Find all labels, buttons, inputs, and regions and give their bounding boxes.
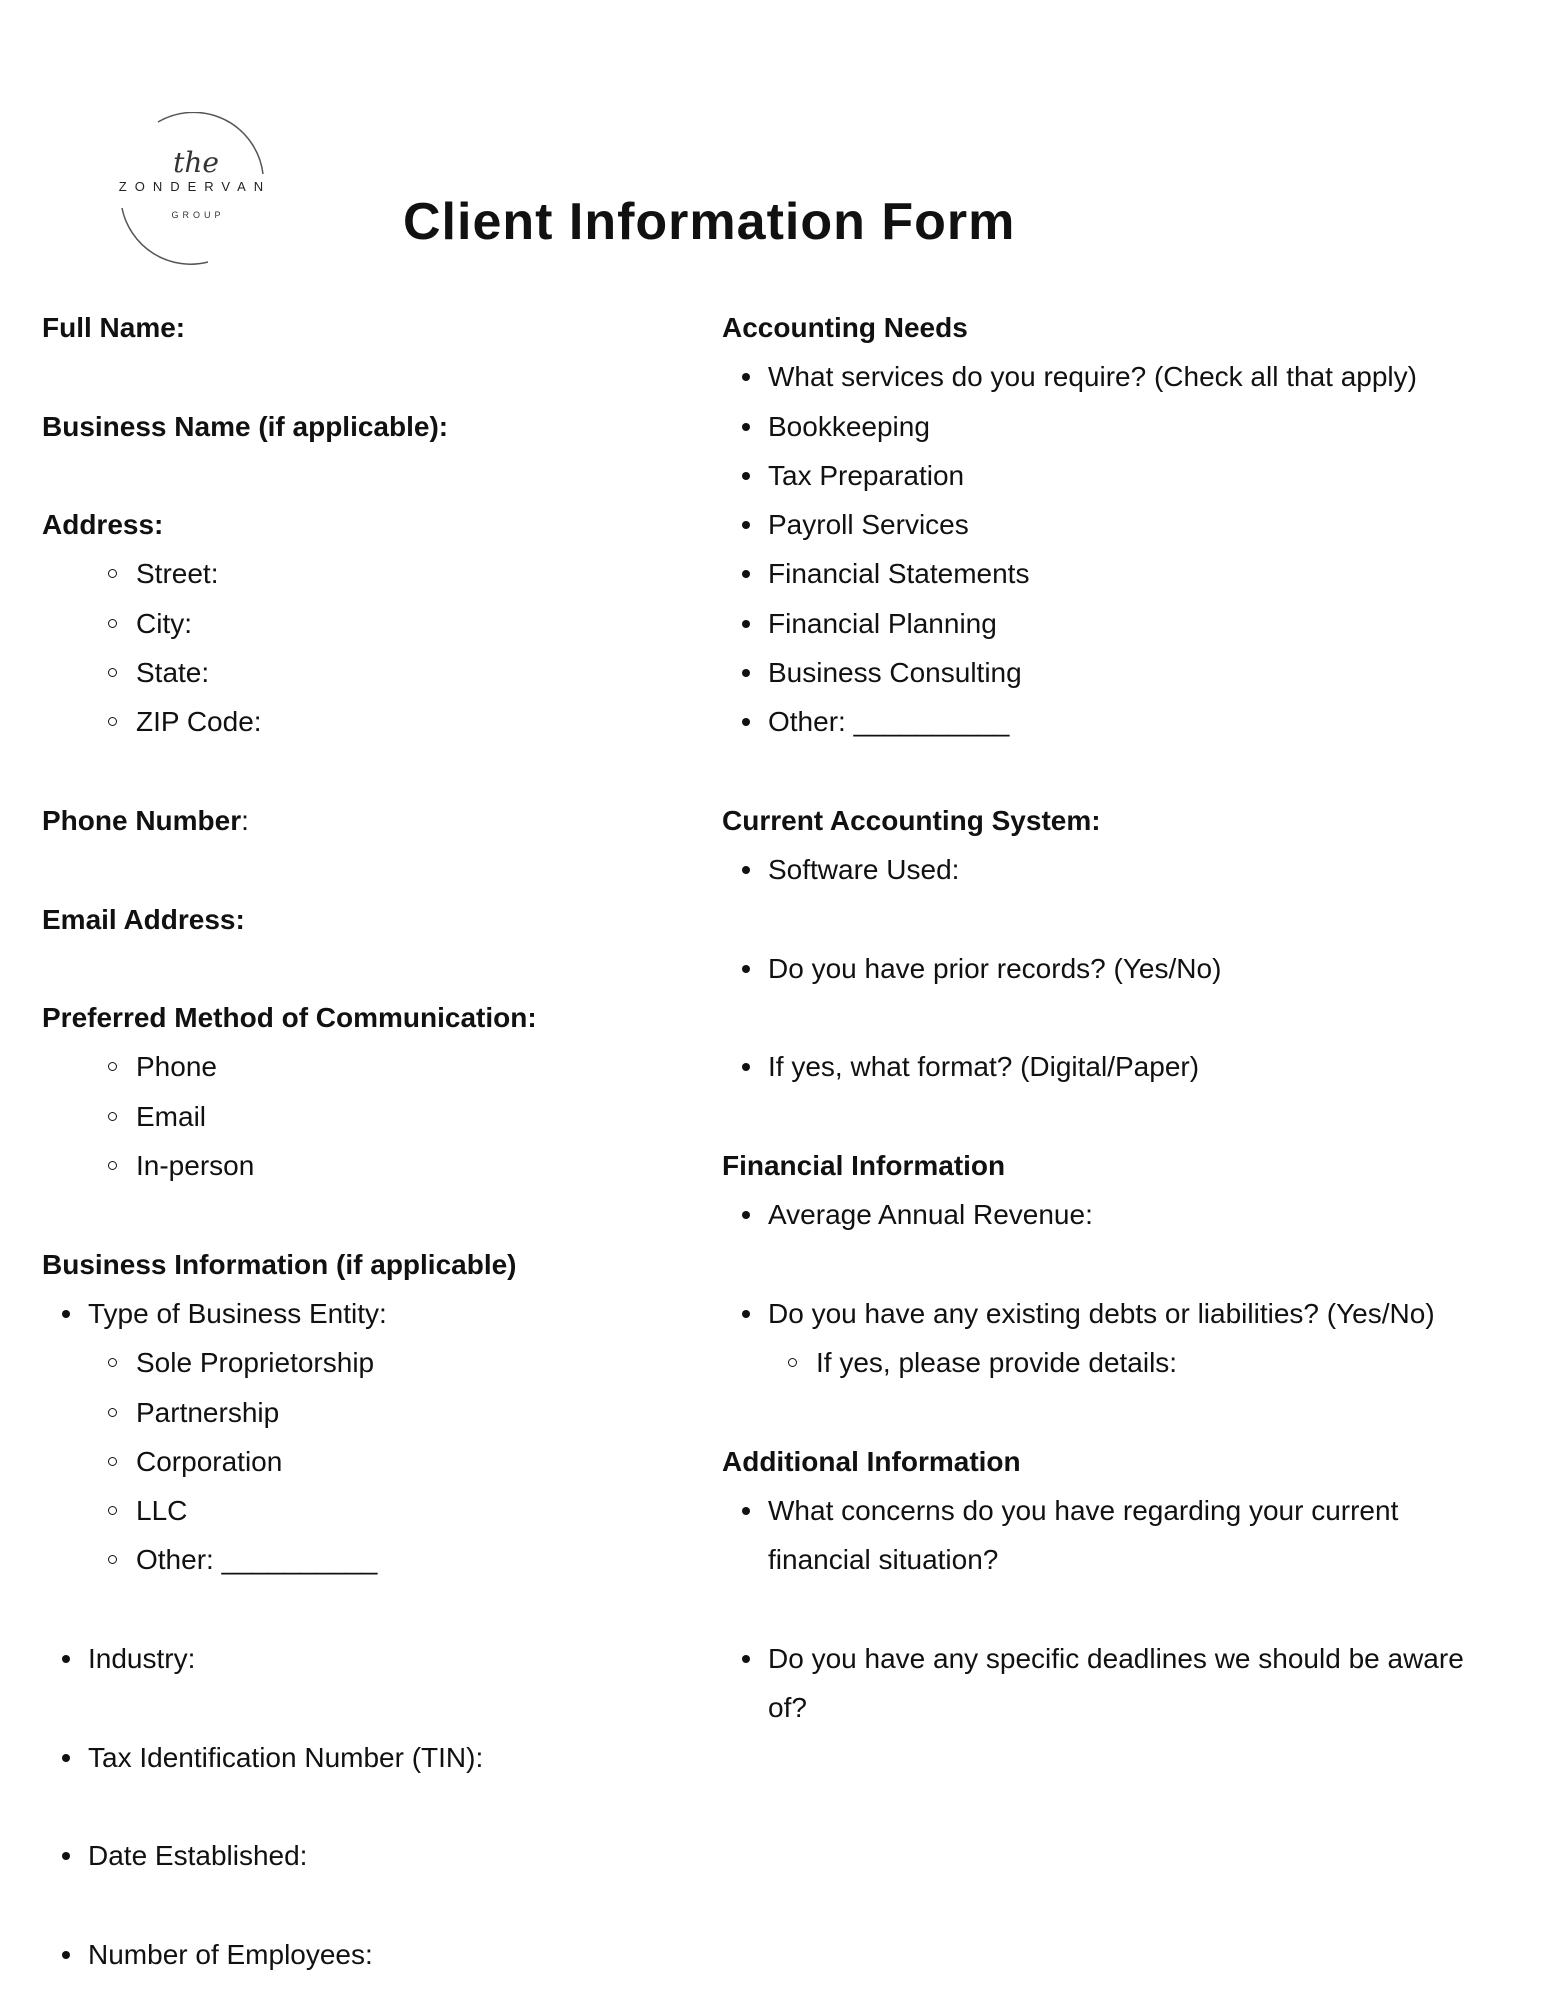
right-column: [722, 303, 1512, 1733]
concerns-question-continued: financial situation?: [768, 1544, 999, 1576]
entity-partnership: Partnership: [42, 1388, 682, 1437]
address-street: Street:: [42, 549, 682, 598]
business-information-heading: Business Information (if applicable): [42, 1248, 517, 1280]
business-name-label: Business Name (if applicable):: [42, 410, 449, 442]
services-question: What services do you require? (Check all that apply): [722, 352, 1512, 401]
software-used-label: Software Used:: [722, 845, 1512, 894]
page-title: Client Information Form: [403, 193, 1016, 251]
address-city: City:: [42, 599, 682, 648]
service-tax-preparation: Tax Preparation: [722, 451, 1512, 500]
phone-number-label: [42, 796, 682, 845]
address-zip: ZIP Code:: [42, 697, 682, 746]
records-format-question: If yes, what format? (Digital/Paper): [722, 1042, 1512, 1091]
communication-option-in-person: In-person: [42, 1141, 682, 1190]
date-established-label: Date Established:: [42, 1831, 682, 1880]
preferred-communication-label: Preferred Method of Communication:: [42, 1002, 537, 1034]
entity-llc: LLC: [42, 1486, 682, 1535]
phone-number-text: Phone Number: [42, 804, 242, 836]
financial-information-heading: Financial Information: [722, 1150, 1006, 1182]
concerns-question: What concerns do you have regarding your current: [722, 1486, 1512, 1535]
prior-records-question: Do you have prior records? (Yes/No): [722, 944, 1512, 993]
logo-wordmark: ZONDERVAN: [118, 179, 272, 194]
entity-corporation: Corporation: [42, 1437, 682, 1486]
communication-option-email: Email: [42, 1092, 682, 1141]
current-accounting-system-heading: Current Accounting System:: [722, 804, 1101, 836]
phone-number-colon: :: [241, 804, 249, 836]
service-business-consulting: Business Consulting: [722, 648, 1512, 697]
industry-label: Industry:: [42, 1634, 682, 1683]
logo-group: GROUP: [171, 210, 225, 220]
accounting-needs-heading: Accounting Needs: [722, 312, 968, 343]
additional-information-heading: Additional Information: [722, 1445, 1021, 1477]
entity-sole-proprietorship: Sole Proprietorship: [42, 1338, 682, 1387]
debts-details-prompt: If yes, please provide details:: [722, 1338, 1512, 1387]
service-bookkeeping: Bookkeeping: [722, 402, 1512, 451]
business-entity-type-label: Type of Business Entity:: [42, 1289, 682, 1338]
company-logo: [100, 112, 290, 272]
service-payroll: Payroll Services: [722, 500, 1512, 549]
logo-script-the: the: [173, 146, 219, 179]
service-financial-statements: Financial Statements: [722, 549, 1512, 598]
entity-other: Other: __________: [42, 1535, 682, 1584]
deadlines-question: Do you have any specific deadlines we should be aware: [722, 1634, 1512, 1683]
left-column: [42, 303, 682, 1979]
full-name-label: Full Name:: [42, 312, 186, 343]
address-label: Address:: [42, 509, 164, 541]
annual-revenue-label: Average Annual Revenue:: [722, 1190, 1512, 1239]
service-other: Other: __________: [722, 697, 1512, 746]
debts-question: Do you have any existing debts or liabilities? (Yes/No): [722, 1289, 1512, 1338]
deadlines-question-continued: of?: [768, 1692, 807, 1724]
zondervan-logo-mark: [100, 112, 290, 272]
tin-label: Tax Identification Number (TIN):: [42, 1733, 682, 1782]
address-state: State:: [42, 648, 682, 697]
communication-option-phone: Phone: [42, 1042, 682, 1091]
service-financial-planning: Financial Planning: [722, 599, 1512, 648]
email-address-label: Email Address:: [42, 903, 245, 935]
number-of-employees-label: Number of Employees:: [42, 1930, 682, 1979]
